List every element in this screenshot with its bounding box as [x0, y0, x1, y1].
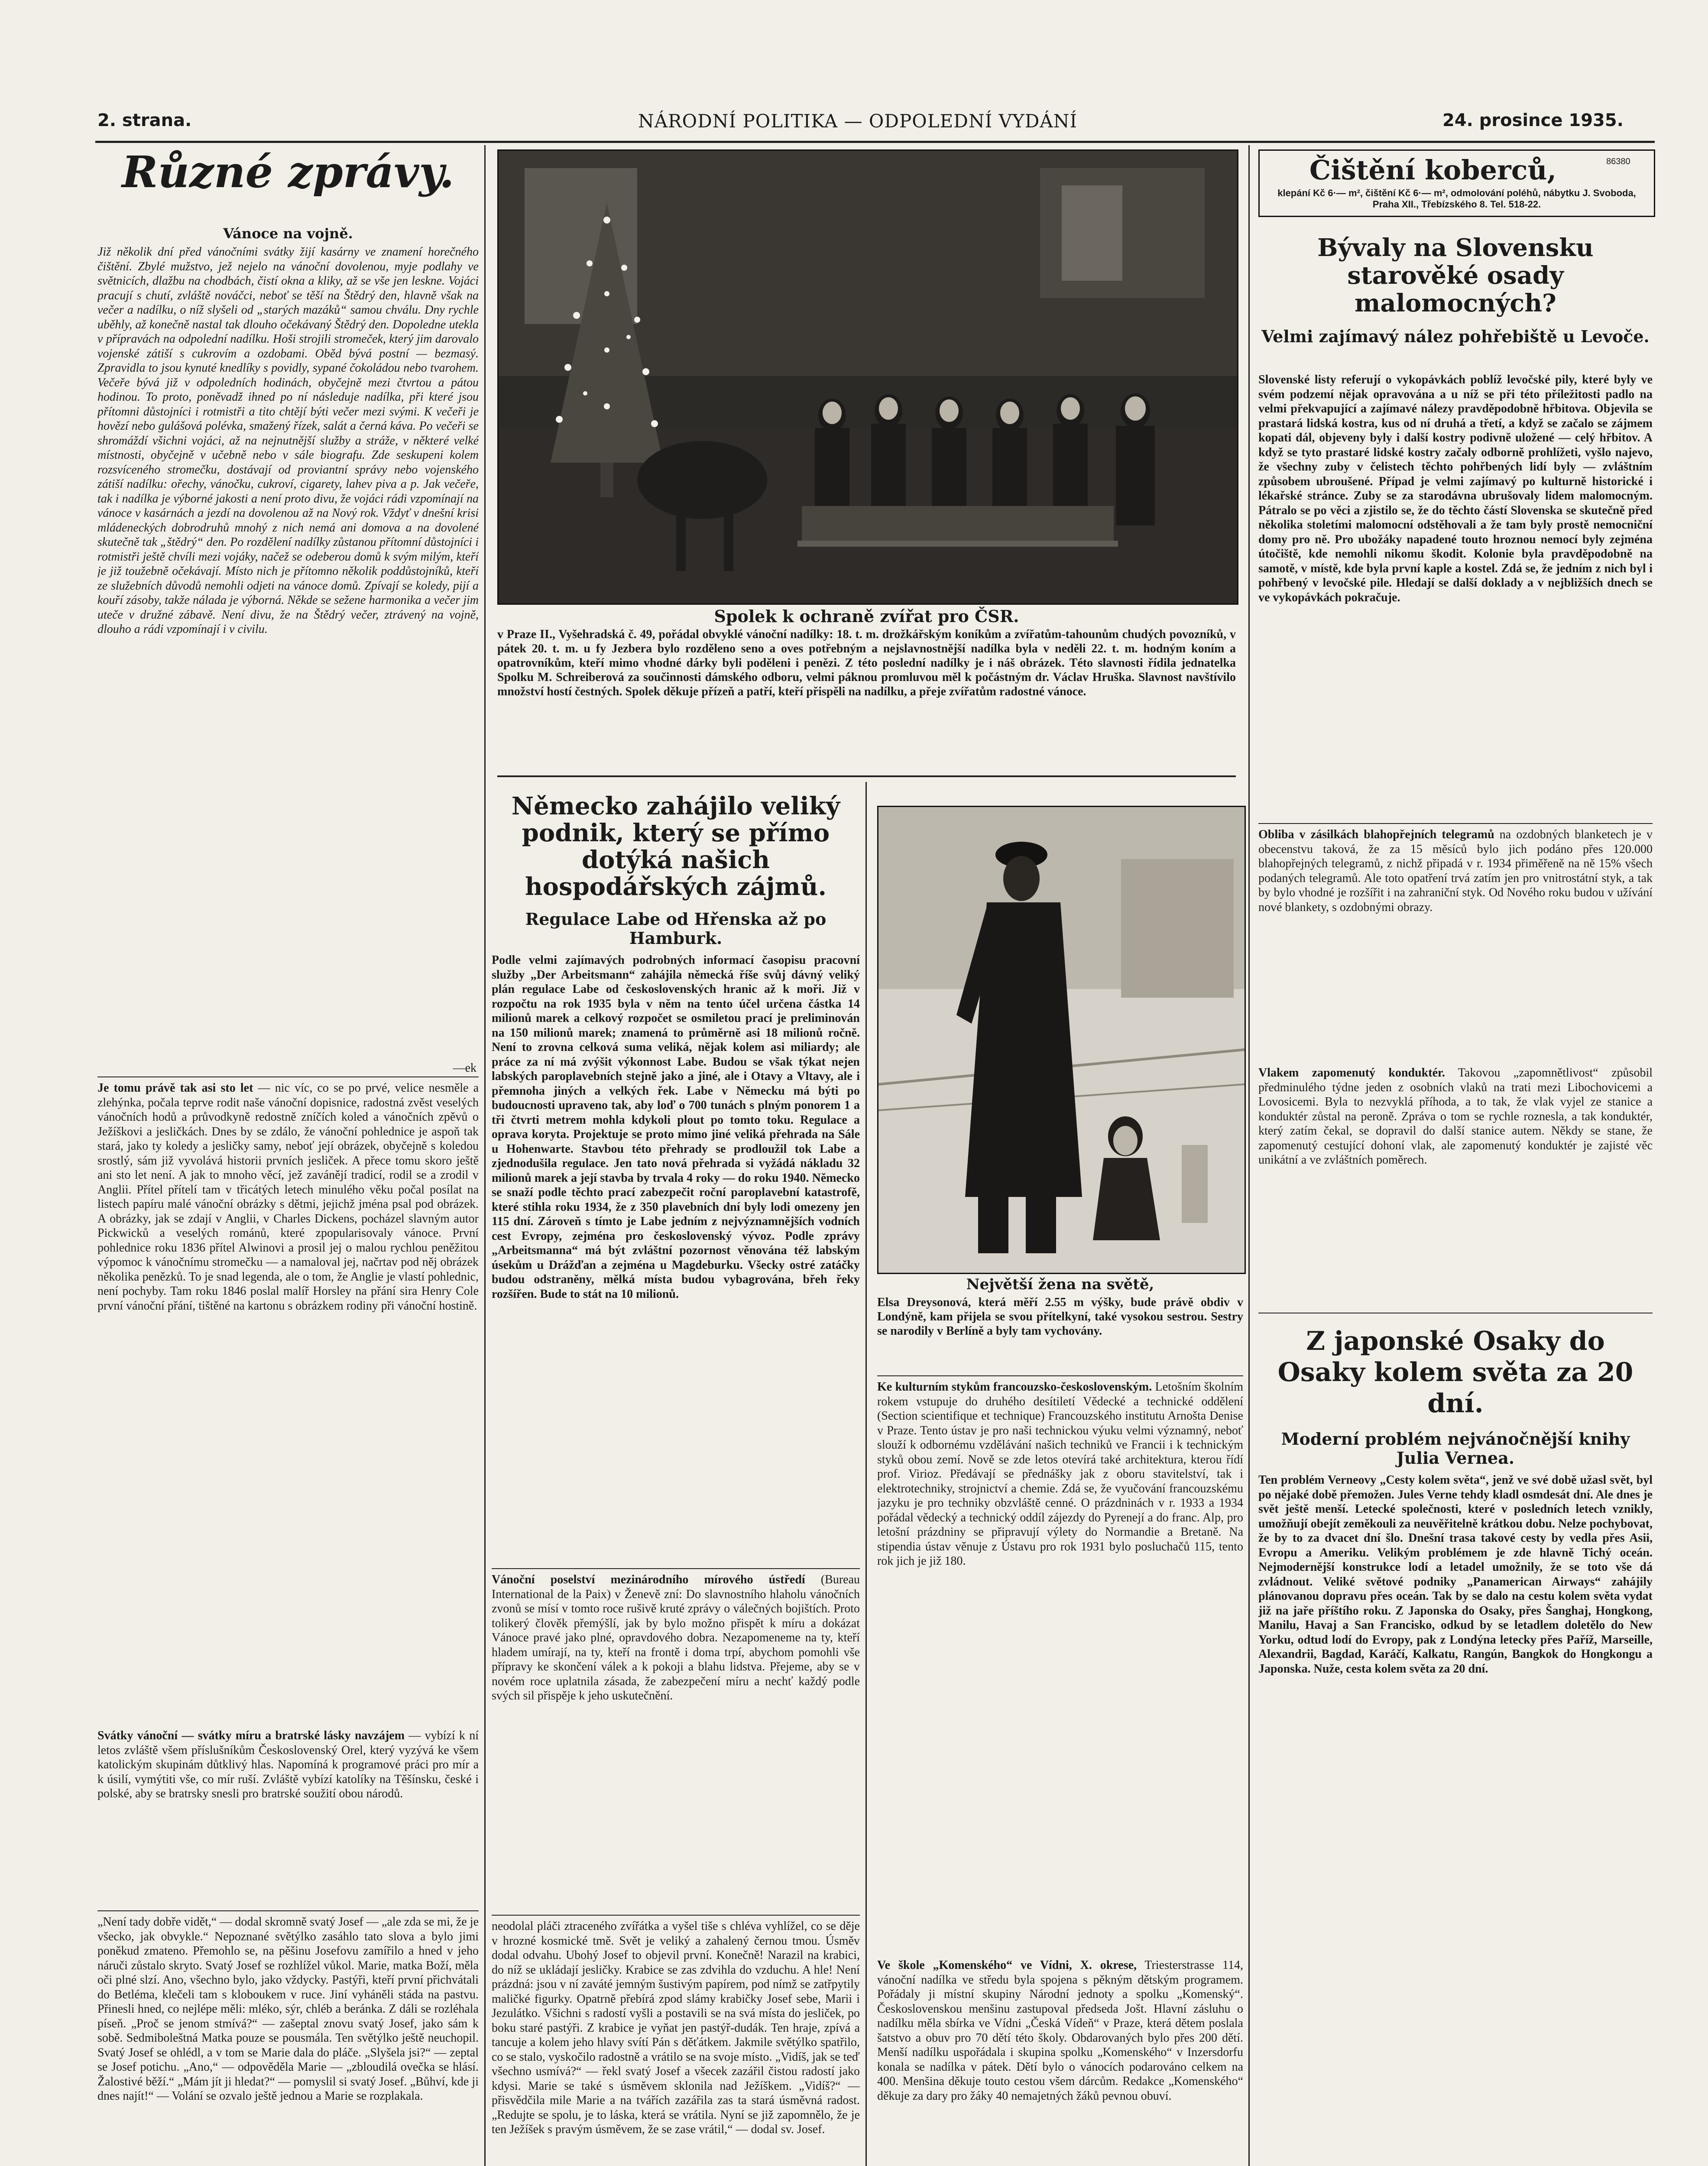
story-svetylko: „Není tady dobře vidět,“ — dodal skromně svatý Josef — „ale zda se mi, že je všecko, jak obvykle.“ Nepoznané světýlko zasáhlo tato slova a bylo jimi poněkud zmateno. Přemohlo se, na pěšinu Josefovu zamířilo a hned v jeho náruči zůstalo skryto. Svatý Josef se rozhlížel vůkol. Marie, matka Boží, měla oči plné slzí. Ano, všechno bylo, jako vždycky. Pastýři, kteří první přichvátali do Betléma, klečeli tam s kloboukem v ruce. Jiní vyháněli stáda na pastvu. Přinesli hned, co nejlépe měli: mléko, sýr, chléb a beránka. Z dáli se rozléhala píseň. „Proč se jenom stmívá?“ — zašeptal znovu svatý Josef, jako sám k sobě. Sedmiboleštná Matka pouze se pousmála. Ten světýlko ještě neuchopil. Svatý Josef se ohlédl, a v tom se Marie dala do pláče. „Slyšela jsi?“ — zeptal se Josef potichu. „Ano,“ — odpověděla Marie — „zbloudilá ovečka se hlásí. Žalostivé běží.“ „Mám jít ji hledat?“ — pomyslil si svatý Josef. „Bůhví, kde ji dnes najít!“ — Volání se ozvalo ještě jednou a Marie se rozplakala.: [97, 1915, 479, 2103]
article-subtitle-levoca: Velmi zajímavý nález pohřebiště u Levoče.: [1261, 327, 1650, 346]
article-vanoce-na-vojne: Již několik dní před vánočními svátky žijí kasárny ve znamení horečného čištění. Zbylé mužstvo, jež nejelo na vánoční dovolenou, myje podlahy ve světnicích, dlažbu na chodbách, čistí okna a kliky, až se vše jen leskne. Vojáci pracují s chutí, zvláště nováčci, neboť se těší na Štědrý den, hlavně však na večer a nadílku, o níž slyšeli od „starých mazáků“ samou chválu. Dny rychle uběhly, až konečně nastal tak dlouho očekávaný Štědrý den. Dopoledne utekla v přípravách na odpolední nadílku. Hoši strojili stromeček, který jim darovalo vojenské zátiší s cukrovím a ozdobami. Oběd bývá postní — bezmasý. Zpravidla to jsou kynuté knedlíky s povidly, sypané čokoládou nebo tvarohem. Večeře bývá již v odpoledních hodinách, obyčejně mezi čtvrtou a pátou hodinou. To proto, poněvadž ihned po ní následuje nadílka, při které jsou přítomni důstojníci i rotmistři a tito chtějí býti večer mezi svými. K večeři je hovězí nebo gulášová polévka, smažený řízek, salát a černá káva. Po večeři se shromáždí všichni vojáci, až na nejnutnější služby a stráže, v některé velké místnosti, obyčejně v učebně nebo v sále biografu. Zde seskupeni kolem rozsvíceného stromečku, dostávají od proviantní správy nebo vojenského zátiší nadílku: ořechy, vánočku, cukroví, cigarety, lahev piva a p. Jak večeře, tak i nadílka je výborné jakosti a není proto divu, že vojáci rádi vzpomínají na vánoce v kasárnách a jezdí na dovolenou až na Nový rok. Vždyť v dnešní krisi mládeneckých dobrodruhů mnohý z nich nemá ani domova a na dovolené skutečně tak „štědrý“ den. Po rozdělení nadílky zůstanou přítomní důstojníci i rotmistři ještě chvíli mezi vojáky, načež se odeberou domů k svým milým, kteří je již toužebně očekávají. Místo nich je přítomno několik poddůstojníků, kteří ze služebních důvodů nemohli odjeti na vánoce domů. Zpívají se koledy, pijí a kouří zásoby, takže nálada je výborná. Někde se sežene harmonika a večer jim uteče v družné zábavě. Není divu, že na Štědrý večer, ztrávený na vojně, dlouho a rádi vzpomínají i v civilu.: [97, 245, 479, 636]
article-nemecko-labe: Podle velmi zajímavých podrobných informací časopisu pracovní služby „Der Arbeitsmann“ zahájila německá říše svůj dávný veliký plán regulace Labe od československých hranic až k moři. Již v rozpočtu na rok 1935 byla v něm na tento účel určena částka 14 milionů marek a celkový rozpočet se osmiletou prací je preliminován na 150 milionů marek; znamená to průměrně asi 18 milionů ročně. Není to zrovna celková suma veliká, nějak kolem asi miliardy; ale práce za ní má zvýšit výkonnost Labe. Budou se však týkat nejen labských paroplavebních stejně jako a jiné, ale i Otavy a Vltavy, ale i přemnoha jiných a velkých řek. Labe v Německu má býti po budoucnosti upraveno tak, aby loď o 700 tunách s plným ponorem 1 a tři čtvrti metrem mohla kdykoli plout po tomto toku. Regulace a oprava koryta. Projektuje se proto mimo jiné veliká přehrada na Sále u Hohenwarte. Stavbou této přehrady se prodloužil tok Labe a zjednodušila regulace. Jen tato nová přehrada si vyžádá nákladu 32 milionů marek a její stavba by trvala 4 roky — do roku 1940. Německo se snaží podle těchto prací zabezpečit roční paroplavební katastrofě, které stihla roku 1934, že z 350 plavebních dní byly lodi omezeny jen 115 dní. Zároveň s tímto je Labe jedním z nejvýznamnějších vodních cest Evropy, zejména pro československý vývoz. Podle zprávy „Arbeitsmanna“ má být zvláštní pozornost věnována též labským úsekům u Drážďan a zejména u Magdeburku. Všecky ostré zatáčky budou odstraněny, mělká místa budou vybagrována, břeh řeky rozšířen. Bude to stát na 10 milionů.: [492, 953, 860, 1301]
photo-tall-woman-illustration: [878, 807, 1245, 1273]
article-body: — vybízí k ní letos zvláště všem příslušníkům Československý Orel, který vyzývá ke všem katolickým skupinám důtklivý hlas. Napomíná k programové práci pro mír a k úsilí, vymýtiti vše, co mír ruší. Zvláště vybízí katolíky na Těšínsku, české i polské, aby se bratrsky snesli pro bratrské soužití obou národů.: [97, 1729, 479, 1800]
article-lead: Ve škole „Komenského“ ve Vídni, X. okrese,: [877, 1958, 1137, 1972]
article-lead: Obliba v zásilkách blahopřejních telegramů: [1258, 828, 1494, 841]
story-svetylko-continued: neodolal pláči ztraceného zvířátka a vyšel tiše s chléva vyhlížel, co se děje v hrozné kosmické tmě. Svět je veliký a zahalený černou tmou. Úsměv dodal odvahu. Ubohý Josef to objevil první. Konečně! Narazil na krabici, do níž se ukládají jesličky. Krabice se zas zdvihla do vzduchu. A hle! Není prázdná: jsou v ní zaváté jemným šustivým papírem, pod nímž se zatřpytily maličké figurky. Opatrně přebírá zpod slámy krabičky Josef sebe, Marii i Jezulátko. Všichni s radostí vyšli a postavili se na svá místa do jesliček, po boku staré pastýři. Z krabice je vyňat jen pastýř-dudák. Ten hraje, zpívá a tancuje a kolem jeho hlavy svítí Pán s děťátkem. Jakmile světýlko spatřilo, co se stalo, vyskočilo radostně a vrátilo se na svoje místo. „Vidíš, jak se teď všechno usmívá?“ — řekl svatý Josef a všecek zazářil čistou radostí jako kdysi. Marie se také s úsměvem sklonila nad Ježíškem. „Vidíš?“ — přisvědčila mile Marie a na tvářích zazářila zas ta stará úsměvná radost. „Redujte se spolu, je to láska, která se vrátila. Nyní se již zapomnělo, že je ten Ježíšek s pravým úsměvem, že se zase vrátil,“ — dodal sv. Josef.: [492, 1920, 860, 2136]
section-heading-ruzne-zpravy: Různé zprávy.: [122, 146, 454, 198]
issue-date: 24. prosince 1935.: [1442, 110, 1624, 130]
article-body: Letošním školním rokem vstupuje do druhého desítiletí Vědecké a technické oddělení (Section scientifique et technique) Francouzského institutu Arnošta Denise v Praze. Tento ústav je pro naši technickou výuku velmi významný, neboť slouží k odbornému vzdělávání našich techniků ve Francii i k technickým styků obou zemí. Nově se zde letos otevírá také architektura, kterou řídí prof. Virioz. Předávají se přednášky jak z oboru stavitelství, tak i elektrotechniky, strojnictví a chemie. Zdá se, že vyučování francouzskému jazyku je pro techniky obzvláště cenné. O prázdninách v r. 1933 a 1934 pořádal vědecký a technický oddíl zájezdy do Pyrenejí a do franc. Alp, pro letošní prázdniny se připravují výlety do Normandie a Bretaně. Na stipendia ústav věnuje z Ústavu pro rok 1931 bylo posluchačů 115, tento rok jich je již 180.: [877, 1380, 1243, 1568]
column-rule-3: [1248, 145, 1250, 2166]
advert-title: Čištění koberců,: [1309, 154, 1557, 186]
article-body: — nic víc, co se po prvé, velice nesměle a zlehýnka, počala teprve rodit naše vánoční dopisnice, radostná zvěst veselých vánočních hodů a průvodkyně redostně zníčích koled a vánočních zpěvů o Ježíškovi a jesličkách. Dnes by se zdálo, že vánoční pohlednice je aspoň tak stará, jako ty koledy a jesličky samy, neboť její obrázek, obyčejně s koledou srostlý, sám již vyvolává historii prvních jesliček. A přece tomu skoro ještě ani sto let není. A jak to mnoho věcí, jež zavánějí tradicí, rodil se a zrodil v Anglii. Přítel přítelí tam v třicátých letech minulého věku počal posílat na listech papíru malé vánoční obrázky s dětmi, jejichž jména psal pod obrázek. A obrázky, jak se zdají v Anglii, v Charles Dickens, pocházel slavným autor Pickwicků a veselých románů, které zpopularisovaly vánoce. První pohlednice roku 1836 přítel Alwinovi a prosil jej o malou rychlou peněžitou výpomoc k vánočnímu stromečku — a namaloval jej, načrtav pod něj obrázek několika penězků. To je snad legenda, ale o tom, že Anglie je vlastí pohlednic, není pochyby. Tam roku 1846 poslal malíř Horsley na přání sira Henry Cole první vánoční přání, tištěné na kartonu s obrázkem rodiny při vánoční hostině.: [97, 1081, 479, 1313]
divider: [1258, 823, 1653, 824]
article-osaka: Ten problém Verneovy „Cesty kolem světa“, jenž ve své době užasl svět, byl po nějaké době přemožen. Jules Verne tehdy kladl osmdesát dní. Ale dnes je svět ještě menší. Letecké společnosti, které v posledních letech vznikly, umožňují obejít zeměkouli za neuvěřitelně krátkou dobu. Nelze pochybovat, že by to za dvacet dní šlo. Dnešní trasa takové cesty by vedla přes Asii, Evropu a Ameriku. Velikým problémem je zde hlavně Tichý oceán. Nejmodernější konstrukce lodí a letadel umožnily, že se toto vše dá zvládnout. Veliké světové podniky „Panamerican Airways“ zahájily plánovanou dopravu přes oceán. Tak by se dalo na cestu kolem světa vydat již na jaře příštího roku. Z Japonska do Osaky, přes Šanghaj, Hongkong, Manilu, Havaj a San Francisko, odkud by se letadlem doletělo do New Yorku, odtud lodí do Evropy, pak z Londýna letecky přes Paříž, Marseille, Alexandrii, Bagdad, Karáčí, Kalkatu, Rangún, Bangkok do Hongkongu a Japonska. Nuže, cesta kolem světa za 20 dní.: [1258, 1473, 1653, 1676]
article-body: na ozdobných blanketech je v obecenstvu taková, že za 15 měsíců bylo jich podáno přes 120.000 blahopřejných telegramů, z nichž připadá v r. 1934 přiměřeně na ně 15% všech podaných telegramů. Ale toto opatření trvá zatím jen pro vnitrostátní styk, a tak by bylo vhodné je rozšířit i na zahraniční styk. Od Nového roku budou v užívání nové blankety, s ozdobnými obrazy.: [1258, 828, 1653, 914]
photo-nejvetsi-zena: [877, 806, 1246, 1274]
article-lead: Ke kulturním stykům francouzsko-československým.: [877, 1380, 1152, 1394]
divider: [877, 1375, 1243, 1376]
article-headline-malomocni: Bývaly na Slovensku starověké osady malomocných?: [1317, 233, 1594, 318]
article-lead: Je tomu právě tak asi sto let: [97, 1081, 253, 1095]
photo-caption-text: v Praze II., Vyšehradská č. 49, pořádal obvyklé vánoční nadílky: 18. t. m. drožkářským koníkům a zvířatům-tahounům chudých povozníků, v pátek 20. t. m. u fy Jezbera bylo rozděleno seno a oves potřebným a nejslavnostnější nadílka byla v neděli 22. t. m. hodným koním a opatrovníkům, kteří mimo vhodné dárky byli poděleni i penězi. Z této poslední nadílky je i náš obrázek. Této slavnosti řídila jednatelka Spolku M. Schreiberová za součinnosti dámského odboru, velmi páknou promluvou měl k počástným dr. Václav Hruška. Slavnost navštívilo množství hostí čestných. Spolek děkuje přízeň a patří, kteří přispěli na nadílku, a přeje zvířatům radostné vánoce.: [497, 628, 1236, 698]
divider: [497, 775, 1236, 777]
divider: [492, 1568, 860, 1569]
article-body: (Bureau International de la Paix) v Ženevě zní: Do slavnostního hlaholu vánočních zvonů se mísí v tomto roce rušivě kruté zprávy o válečných bojištích. Proto tolikerý člověk přemýšlí, jak by bylo možno přispět k míru a dokázat Vánoce pravé jako plné, opravdového dobra. Nezapomeneme na ty, kteří hladem umírají, na ty, kteří na frontě i doma trpí, abychom pomohli vše přípravy ke skončení válek a k pokoji a blahu lidstva. Přejeme, aby se v novém roce uplatnila zásada, že zabezpečení míru a nechť každý podle svých sil přispěje k jeho uskutečnění.: [492, 1573, 860, 1702]
article-body: Takovou „zapomnětlivost“ způsobil předminulého týdne jeden z osobních vlaků na trati mezi Libochovicemi a Lovosicemi. Byla to nezvyklá příhoda, a to tak, že vlak vyjel ze stanice a konduktér zůstal na peroně. Zpráva o tom se rychle roznesla, a tak konduktér, který zatím čekal, se dopravil do další stanice autem. Někdy se stane, že zapomenutý cestující dohoní vlak, ale zapomenutý konduktér je zajisté věc unikátní a ve zvláštních poměrech.: [1258, 1066, 1653, 1167]
advert-text: klepání Kč 6·— m², čištění Kč 6·— m², odmolování poléhů, nábytku J. Svoboda, Praha XII., Třebízského 8. Tel. 518-22.: [1277, 188, 1636, 210]
article-vanocni-dopisnice: [97, 1081, 479, 1724]
article-subtitle-julius-verne: Moderní problém nejvánočnější knihy Julia Vernea.: [1281, 1429, 1630, 1468]
photo-spolek-ochrana-zvirat: [497, 149, 1238, 605]
article-signature: —ek: [453, 1061, 476, 1075]
photo-christmas-party-illustration: [499, 151, 1237, 603]
article-lead: Vlakem zapomenutý konduktér.: [1258, 1066, 1445, 1080]
article-body: Triesterstrasse 114, vánoční nadílka ve středu byla spojena s pěkným dětským programem. Pořádaly ji místní skupiny Národní jednoty a spolku „Komenský“. Československou menšinu zastupoval předseda Jošt. Hlavní zásluhu o nadílku měla sbírka ve Vídni „Česká Vídeň“ v Praze, která dětem poslala šatstvo a obuv pro 70 dětí této školy. Obdarovaných bylo přes 200 dětí. Menší nadílku uspořádala i skupina spolku „Komenského“ v Inzersdorfu konala se nadílka v pátek. Dětí bylo o vánocích podarováno celkem na 400. Menšina děkuje touto cestou všem dárcům. Redakce „Komenského“ děkuje za dary pro žáky 40 nemajetných žáků pevnou obuví.: [877, 1958, 1243, 2103]
article-lead: Svátky vánoční — svátky míru a bratrské lásky navzájem: [97, 1729, 405, 1742]
article-kulturni-styky: [877, 1380, 1243, 1956]
column-rule-2: [865, 782, 867, 2166]
column-rule-1: [484, 145, 486, 2166]
photo-caption-text: Elsa Dreysonová, která měří 2.55 m výšky, bude právě obdiv v Londýně, kam přijela se svou přítelkyní, také vysokou sestrou. Sestry se narodily v Berlíně a byly tam vychovány.: [877, 1296, 1243, 1338]
article-headline-nemecko-labe: Německo zahájilo veliký podnik, který se přímo dotýká našich hospodářských zájmů.: [511, 792, 840, 901]
article-svatky-miru: [97, 1728, 479, 1910]
photo-caption-title: Největší žena na světě,: [966, 1276, 1154, 1293]
masthead: NÁRODNÍ POLITIKA — ODPOLEDNÍ VYDÁNÍ: [638, 110, 1078, 132]
page-number: 2. strana.: [97, 110, 192, 130]
divider: [492, 1915, 860, 1916]
article-subtitle-regulace-labe: Regulace Labe od Hřenska až po Hamburk.: [525, 909, 826, 948]
photo-caption-title: Spolek k ochraně zvířat pro ČSR.: [714, 606, 1019, 626]
article-headline-osaka: Z japonské Osaky do Osaky kolem světa za 20 dní.: [1277, 1326, 1633, 1419]
header-rule: [95, 141, 1655, 143]
article-lead: Vánoční poselství mezinárodního mírového ústředí: [492, 1573, 805, 1586]
divider: [97, 1910, 479, 1911]
article-zapomenuty-konduktér: [1258, 1066, 1653, 1308]
advert-code: 86380: [1606, 157, 1630, 166]
article-subtitle-vanoce-na-vojne: Vánoce na vojně.: [223, 225, 353, 242]
article-blahoprejne-telegramy: [1258, 827, 1653, 1061]
article-malomocni: Slovenské listy referují o vykopávkách poblíž levočské pily, které byly ve svém podzemí nějak opravována a u níž se při této příležitosti padlo na velmi překvapující a zajímavé nálezy pravděpodobně hřbitova. Objevila se prastará lidská kostra, kus od ní druhá a třetí, a když se začalo se zájmem kopati dál, objeveny byly i další kostry podivně uložené — celý hřbitov. A když se tyto prastaré lidské kostry začaly odborně prohlížeti, vyšlo najevo, že všechny zuby v čelistech těchto pohřbených lidí byly — zvláštním způsobem ubroušené. Případ je velmi zajímavý po kulturně historické i lékařské stránce. Zuby se za starodávna ubrušovaly lidem malomocným. Pátralo se po věci a zjistilo se, že do těchto částí Slovenska se skutečně před několika stoletími malomocní odstěhovali a že tam byly prostě nemocniční domy pro ně. Pro ubožáky napadené touto hroznou nemocí byly zejména útočiště, kde nemohli nikomu škodit. Kolonie byla pravděpodobně na samotě, v místě, kde byla první kaple a kostel. Zdá se, že jedním z nich byl i pohřbený v levočské pile. Hledají se další doklady a v nejbližších dnech se ve vykopávkách pokračuje.: [1258, 373, 1653, 604]
article-skola-komenskeho: [877, 1958, 1243, 2166]
advert-box: [1258, 149, 1655, 217]
article-vanocni-poselstvi: [492, 1573, 860, 1913]
